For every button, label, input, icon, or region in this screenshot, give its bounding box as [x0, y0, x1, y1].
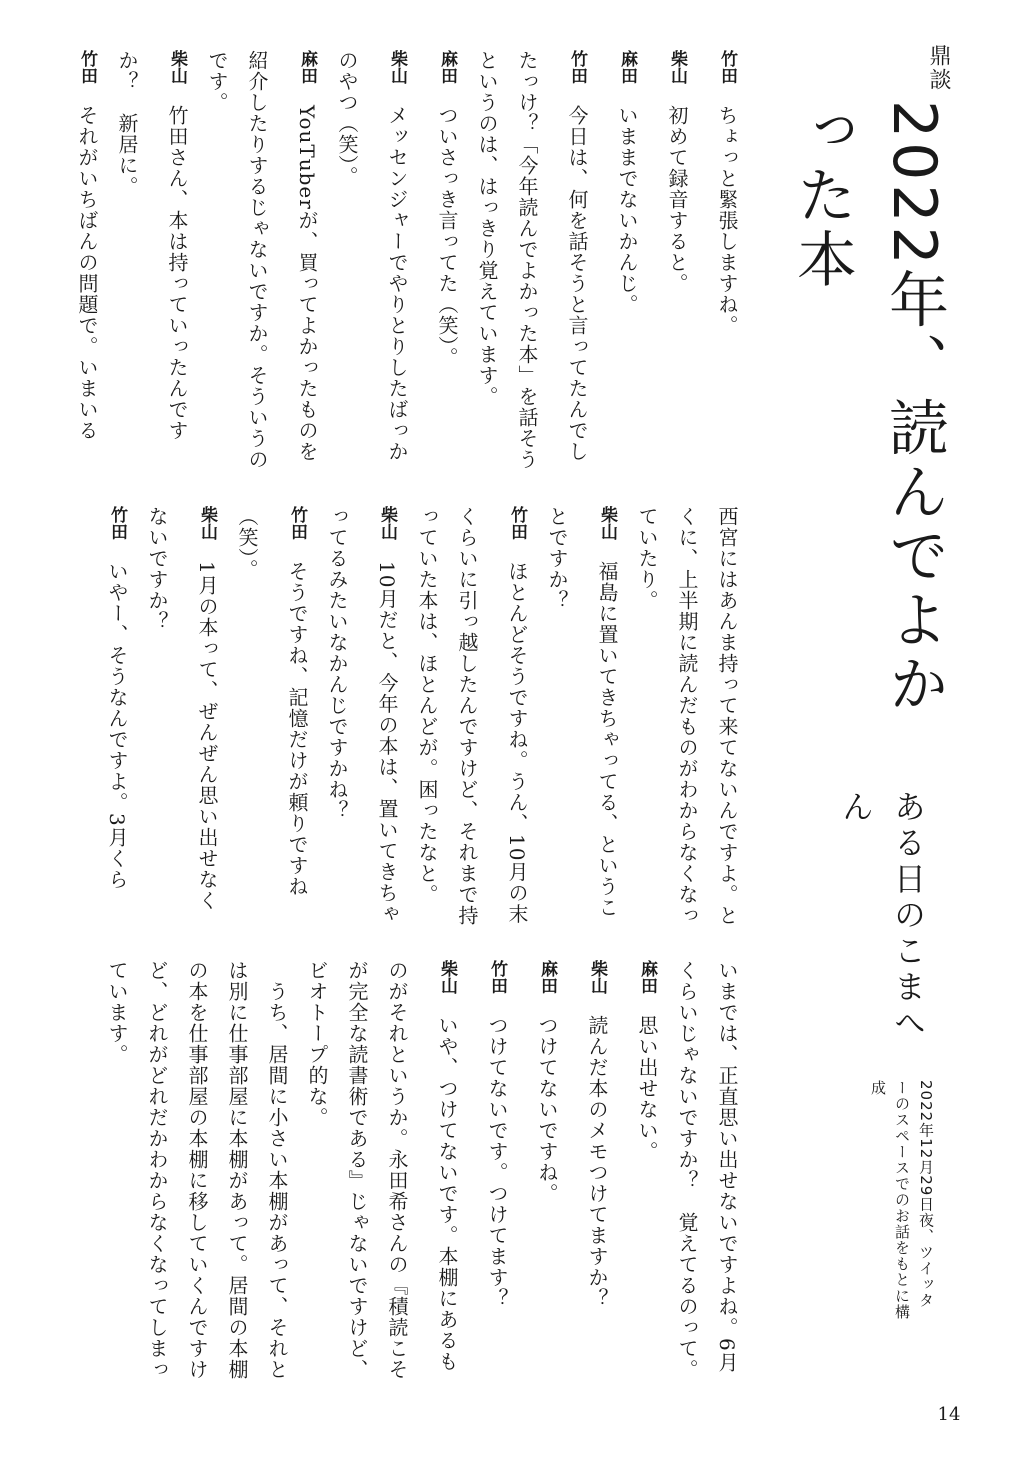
speaker-name: 柴山 — [387, 50, 407, 84]
utterance-text: つけてないです。つけてます？ — [485, 1015, 509, 1309]
genre-label: 鼎談 — [926, 44, 951, 92]
utterance-text: YouTuberが、買ってよかったものを紹介したりするじゃないですか。そういうのです。 — [205, 50, 319, 470]
speaker-name: 竹田 — [287, 506, 307, 540]
speaker-name: 柴山 — [167, 50, 187, 84]
dialogue-line — [627, 506, 747, 926]
dialogue-line — [537, 506, 627, 926]
speaker-name: 竹田 — [567, 50, 587, 84]
utterance-text: つけてないですね。 — [535, 1015, 559, 1204]
author-name: ある日のこまへん — [837, 790, 927, 1042]
speaker-name: 柴山 — [587, 960, 607, 994]
speaker-name: 麻田 — [617, 50, 637, 84]
dialogue-line — [567, 960, 617, 1390]
dialogue-tier-3 — [107, 960, 747, 1390]
dialogue-line — [517, 960, 567, 1390]
speaker-name: 竹田 — [487, 960, 507, 994]
utterance-text: いまでは、正直思い出せないですよね。6月くらいじゃないですか？ 覚えてるのって。 — [675, 960, 739, 1380]
dialogue-line — [417, 50, 467, 470]
dialogue-tier-1 — [75, 50, 747, 470]
utterance-text: ほとんどそうですね。うん、10月の末くらいに引っ越したんですけど、それまで持っていた本は、ほとんどが。困ったなと。 — [415, 506, 529, 926]
speaker-name: 竹田 — [717, 50, 737, 84]
utterance-text: 1月の本って、ぜんぜん思い出せなくないですか？ — [145, 506, 219, 911]
utterance-text: ちょっと緊張しますね。 — [715, 105, 739, 336]
utterance-text: ついさっき言ってた（笑）。 — [435, 105, 459, 368]
speaker-name: 竹田 — [77, 50, 97, 84]
utterance-text: 読んだ本のメモつけてますか？ — [585, 1015, 609, 1309]
utterance-text: 今日は、何を話そうと言ってたんでしたっけ？「今年読んでよかった本」を話そうというのは、はっきり覚えています。 — [475, 50, 589, 470]
dialogue-line — [107, 50, 197, 470]
utterance-text: 西宮にはあんま持って来てないんですよ。とくに、上半期に読んだものがわからなくなっていたり。 — [635, 506, 739, 926]
utterance-text: メッセンジャーでやりとりしたばっかのやつ（笑）。 — [335, 50, 409, 462]
dialogue-line — [317, 506, 407, 926]
dialogue-line — [407, 506, 537, 926]
speaker-name: 柴山 — [377, 506, 397, 540]
dialogue-line — [327, 50, 417, 470]
dialogue-line — [87, 506, 137, 926]
speaker-name: 麻田 — [637, 960, 657, 994]
speaker-name: 竹田 — [507, 506, 527, 540]
speaker-name: 竹田 — [107, 506, 127, 540]
utterance-text: いや、つけてないです。本棚にあるものがそれというか。永田希さんの『積読こそが完全な読書術である』じゃないですけど、ビオトープ的な。 — [305, 960, 459, 1380]
dialogue-line — [227, 506, 317, 926]
dialogue-line — [697, 50, 747, 470]
utterance-text: 福島に置いてきちゃってる、ということですか？ — [545, 506, 619, 918]
utterance-text: それがいちばんの問題で。いまいる — [75, 105, 99, 441]
speaker-name: 柴山 — [597, 506, 617, 540]
dialogue-line — [667, 960, 747, 1390]
dialogue-line — [467, 50, 597, 470]
utterance-text: うち、居間に小さい本棚があって、それとは別に仕事部屋に本棚があって。居間の本棚の本を仕事部屋の本棚に移していくんですけど、どれがどれだかわからなくなってしまっています。 — [105, 960, 289, 1380]
dialogue-tier-2 — [107, 506, 747, 926]
utterance-text: 初めて録音すると。 — [665, 105, 689, 294]
utterance-text: 思い出せない。 — [635, 1015, 659, 1162]
speaker-name: 柴山 — [197, 506, 217, 540]
utterance-text: そうですね、記憶だけが頼りですね（笑）。 — [235, 506, 309, 897]
utterance-text: 10月だと、今年の本は、置いてきちゃってるみたいなかんじですかね？ — [325, 506, 399, 925]
article-note: 2022年12月29日夜、ツイッターのスペースでのお話をもとに構成 — [869, 1080, 935, 1320]
dialogue-line — [57, 50, 107, 470]
article-title: 2022年、読んでよかった本 — [787, 100, 949, 717]
utterance-text: いままでないかんじ。 — [615, 105, 639, 315]
dialogue-line — [137, 506, 227, 926]
dialogue-line — [647, 50, 697, 470]
dialogue-line — [617, 960, 667, 1390]
utterance-text: 竹田さん、本は持っていったんですか？ 新居に。 — [115, 50, 189, 441]
dialogue-line — [467, 960, 517, 1390]
speaker-name: 柴山 — [437, 960, 457, 994]
speaker-name: 麻田 — [297, 50, 317, 84]
dialogue-line — [297, 960, 467, 1390]
dialogue-line — [197, 50, 327, 470]
dialogue-line — [97, 960, 297, 1390]
utterance-text: いやー、そうなんですよ。3月くら — [105, 561, 129, 890]
speaker-name: 麻田 — [537, 960, 557, 994]
dialogue-line — [597, 50, 647, 470]
page-number: 14 — [937, 1404, 961, 1425]
speaker-name: 柴山 — [667, 50, 687, 84]
speaker-name: 麻田 — [437, 50, 457, 84]
